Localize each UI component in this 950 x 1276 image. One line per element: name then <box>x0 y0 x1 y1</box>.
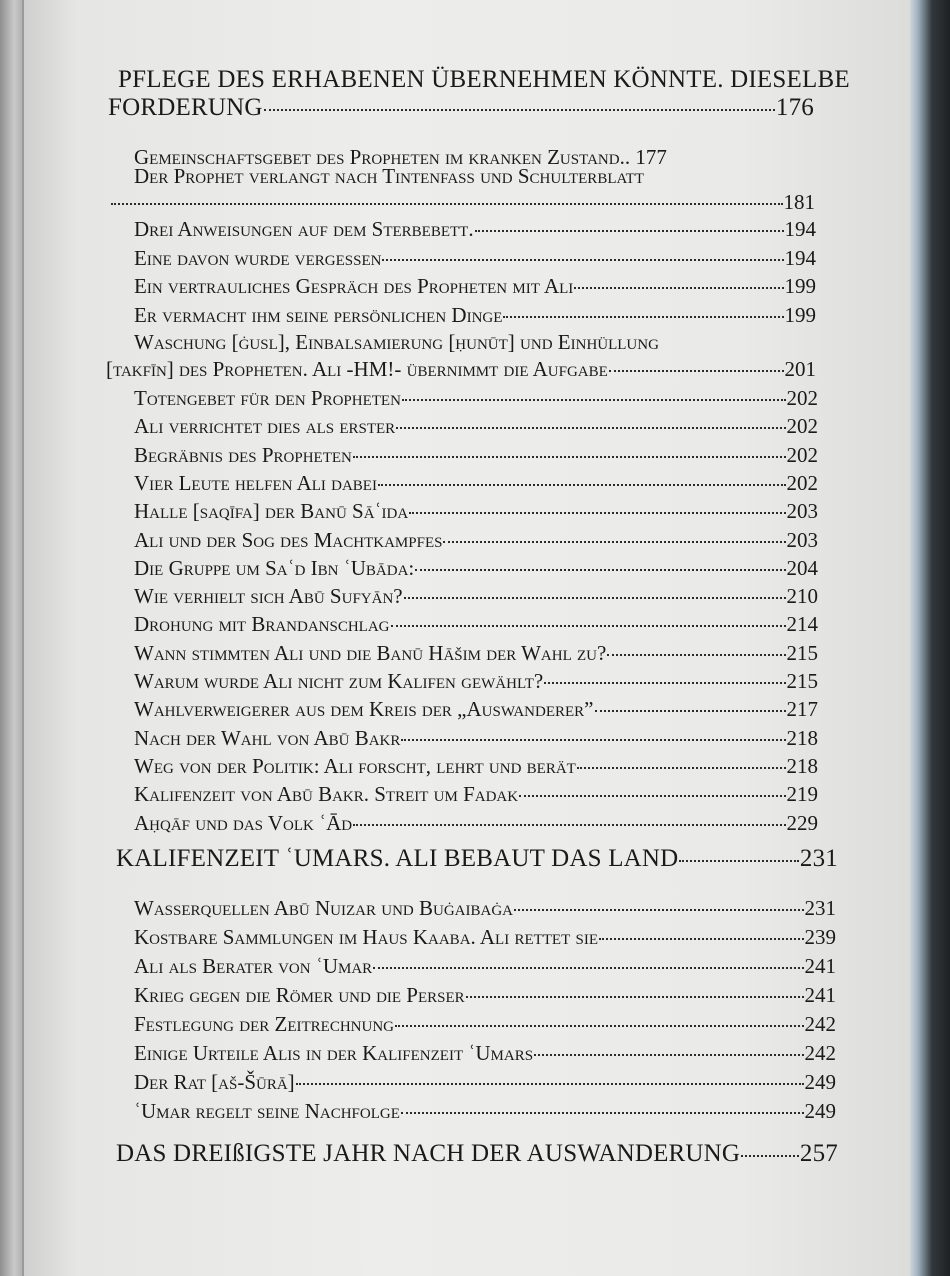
leader-dots <box>396 427 785 429</box>
toc-entry-text: Wann stimmten Ali und die Banū Hāšim der Wahl zu? <box>134 640 607 665</box>
page-number: 199 <box>784 302 816 327</box>
toc-entry-text: Ali verrichtet dies als erster <box>134 414 396 439</box>
toc-entry-text: [takfīn] des Propheten. Ali -HM!- übernimmt die Aufgabe <box>106 357 608 381</box>
page-number: 202 <box>786 414 818 439</box>
page-number: 218 <box>786 725 818 750</box>
background-edge <box>910 0 950 1276</box>
leader-dots <box>519 795 785 797</box>
page-number: 242 <box>804 1041 836 1065</box>
toc-entry-text: Der Rat [aš-Šūrā] <box>134 1070 295 1094</box>
page-number: 257 <box>799 1140 838 1167</box>
page-number: 215 <box>786 669 818 693</box>
leader-dots <box>401 739 785 741</box>
leader-dots <box>503 316 783 318</box>
section-heading-text: FORDERUNG <box>108 94 263 121</box>
section-heading-text: DAS DREIßIGSTE JAHR NACH DER AUSWANDERUNG <box>116 1140 741 1167</box>
page-number: 202 <box>786 442 818 467</box>
toc-entry-text: ʿUmar regelt seine Nachfolge <box>134 1099 400 1123</box>
toc-entry <box>134 303 816 328</box>
toc-entry <box>134 414 818 439</box>
leader-dots <box>353 824 785 826</box>
toc-entry-text: Wasserquellen Abū Nuizar und Buġaibaġa <box>134 896 513 920</box>
leader-dots <box>544 682 785 684</box>
leader-dots <box>382 259 783 261</box>
toc-entry-text: Krieg gegen die Römer und die Perser <box>134 983 465 1007</box>
toc-entry-text: Nach der Wahl von Abū Bakr <box>134 725 401 750</box>
section-heading <box>116 845 838 873</box>
leader-dots <box>373 967 803 969</box>
toc-entry-text: Festlegung der Zeitrechnung <box>134 1012 394 1036</box>
toc-entry-text: Drei Anweisungen auf dem Sterbebett. <box>134 217 474 241</box>
leader-dots <box>443 541 785 543</box>
toc-entry-text: Warum wurde Ali nicht zum Kalifen gewählt? <box>134 669 544 693</box>
page-number: 217 <box>786 697 818 722</box>
page-number: 210 <box>786 584 818 609</box>
toc-entry <box>134 386 818 411</box>
toc-entry-line2 <box>110 190 815 215</box>
page-number: 242 <box>804 1012 836 1036</box>
leader-dots <box>353 456 786 458</box>
leader-dots <box>475 230 784 232</box>
page-number: 231 <box>804 896 836 920</box>
toc-entry <box>134 925 836 950</box>
toc-entry <box>134 641 818 666</box>
leader-dots <box>401 1112 804 1114</box>
toc-entry-text: Weg von der Politik: Ali forscht, lehrt und berät <box>134 753 576 778</box>
page-number: 203 <box>786 499 818 524</box>
toc-entry-text: Wie verhielt sich Abū Sufyān? <box>134 584 403 609</box>
toc-entry-text: Wahlverweigerer aus dem Kreis der „Auswanderer” <box>134 697 594 722</box>
toc-entry <box>134 954 836 979</box>
toc-entry-text: Drohung mit Brandanschlag <box>134 612 390 637</box>
leader-dots <box>599 938 803 940</box>
leader-dots <box>741 1155 799 1157</box>
toc-entry-text: Die Gruppe um Saʿd Ibn ʿUbāda: <box>134 555 415 580</box>
page-number: 239 <box>804 925 836 949</box>
toc-entry: Gemeinschaftsgebet des Propheten im kranken Zustand.. 177 <box>134 145 667 169</box>
page-number: 241 <box>804 983 836 1007</box>
toc-entry <box>134 471 818 496</box>
toc-entry <box>134 983 836 1008</box>
leader-dots <box>409 512 785 514</box>
leader-dots <box>609 370 784 372</box>
toc-entry <box>134 274 816 299</box>
toc-entry <box>134 1099 836 1124</box>
page-number: 202 <box>786 470 818 495</box>
page-number: 181 <box>783 190 815 214</box>
toc-entry <box>134 896 836 921</box>
page-number: 203 <box>786 527 818 552</box>
leader-dots <box>404 597 786 599</box>
leader-dots <box>415 569 785 571</box>
leader-dots <box>574 287 783 289</box>
page-number: 214 <box>786 612 818 637</box>
toc-entry <box>134 584 818 609</box>
toc-entry <box>134 726 818 751</box>
leader-dots <box>391 625 786 627</box>
page-number: 194 <box>784 217 816 241</box>
toc-entry-text: Eine davon wurde vergessen <box>134 245 382 270</box>
toc-entry <box>134 669 818 694</box>
leader-dots <box>607 654 785 656</box>
page-number: 231 <box>799 845 838 872</box>
toc-entry-text: Einige Urteile Alis in der Kalifenzeit ʿUmars <box>134 1041 534 1065</box>
toc-entry <box>134 499 818 524</box>
page-number: 204 <box>786 555 818 580</box>
toc-entry <box>134 612 818 637</box>
page-number: 202 <box>786 386 818 410</box>
toc-entry <box>134 754 818 779</box>
page-number: 199 <box>784 274 816 298</box>
toc-entry-text: Ali und der Sog des Machtkampfes <box>134 527 443 552</box>
toc-entry <box>134 528 818 553</box>
leader-dots <box>534 1054 803 1056</box>
leader-dots <box>378 484 786 486</box>
leader-dots <box>395 1025 804 1027</box>
toc-entry-line2 <box>106 357 816 382</box>
toc-entry-text: Ali als Berater von ʿUmar <box>134 954 373 978</box>
toc-entry <box>134 697 818 722</box>
leader-dots <box>402 399 786 401</box>
toc-entry-text: Begräbnis des Propheten <box>134 442 352 467</box>
leader-dots <box>296 1083 804 1085</box>
toc-entry-text: Vier Leute helfen Ali dabei <box>134 470 377 495</box>
leader-dots <box>577 767 786 769</box>
page-number: 176 <box>775 94 814 121</box>
toc-entry <box>134 217 816 242</box>
toc-entry <box>134 1041 836 1066</box>
toc-entry-line1: Waschung [ġusl], Einbalsamierung [ḥunūt] und Einhüllung <box>134 330 659 354</box>
toc-entry <box>134 556 818 581</box>
toc-entry-text: Aḥqāf und das Volk ʿĀd <box>134 810 353 835</box>
toc-entry-line1: Der Prophet verlangt nach Tintenfass und Schulterblatt <box>134 164 644 188</box>
page-number: 249 <box>804 1099 836 1123</box>
page-number: 229 <box>786 810 818 835</box>
leader-dots <box>514 909 804 911</box>
section-heading-line2 <box>108 94 814 122</box>
leader-dots <box>111 203 783 205</box>
toc-entry-text: Kostbare Sammlungen im Haus Kaaba. Ali rettet sie <box>134 925 599 949</box>
toc-entry-text: Totengebet für den Propheten <box>134 386 401 410</box>
leader-dots <box>466 996 804 998</box>
page-number: 249 <box>804 1070 836 1094</box>
toc-entry-text: Kalifenzeit von Abū Bakr. Streit um Fadak <box>134 782 519 807</box>
page-number: 241 <box>804 954 836 978</box>
toc-entry <box>134 1070 836 1095</box>
leader-dots <box>264 109 775 111</box>
toc-entry <box>134 782 818 807</box>
toc-entry-text: Er vermacht ihm seine persönlichen Dinge <box>134 302 503 327</box>
page-number: 219 <box>786 782 818 807</box>
toc-entry <box>134 811 818 836</box>
section-heading-line1: PFLEGE DES ERHABENEN ÜBERNEHMEN KÖNNTE. DIESELBE <box>118 66 850 93</box>
toc-entry <box>134 246 816 271</box>
page-number: 201 <box>784 357 816 381</box>
toc-entry-text: Halle [saqīfa] der Banū Sāʿida <box>134 499 409 524</box>
toc-entry-text: Ein vertrauliches Gespräch des Propheten mit Ali <box>134 274 574 298</box>
page-number: 194 <box>784 245 816 270</box>
leader-dots <box>679 860 798 862</box>
toc-entry <box>134 1012 836 1037</box>
page-number: 215 <box>786 640 818 665</box>
page-number: 218 <box>786 753 818 778</box>
leader-dots <box>595 710 786 712</box>
section-heading-text: KALIFENZEIT ʿUMARS. ALI BEBAUT DAS LAND <box>116 845 679 872</box>
toc-entry <box>134 443 818 468</box>
section-heading <box>116 1140 838 1168</box>
